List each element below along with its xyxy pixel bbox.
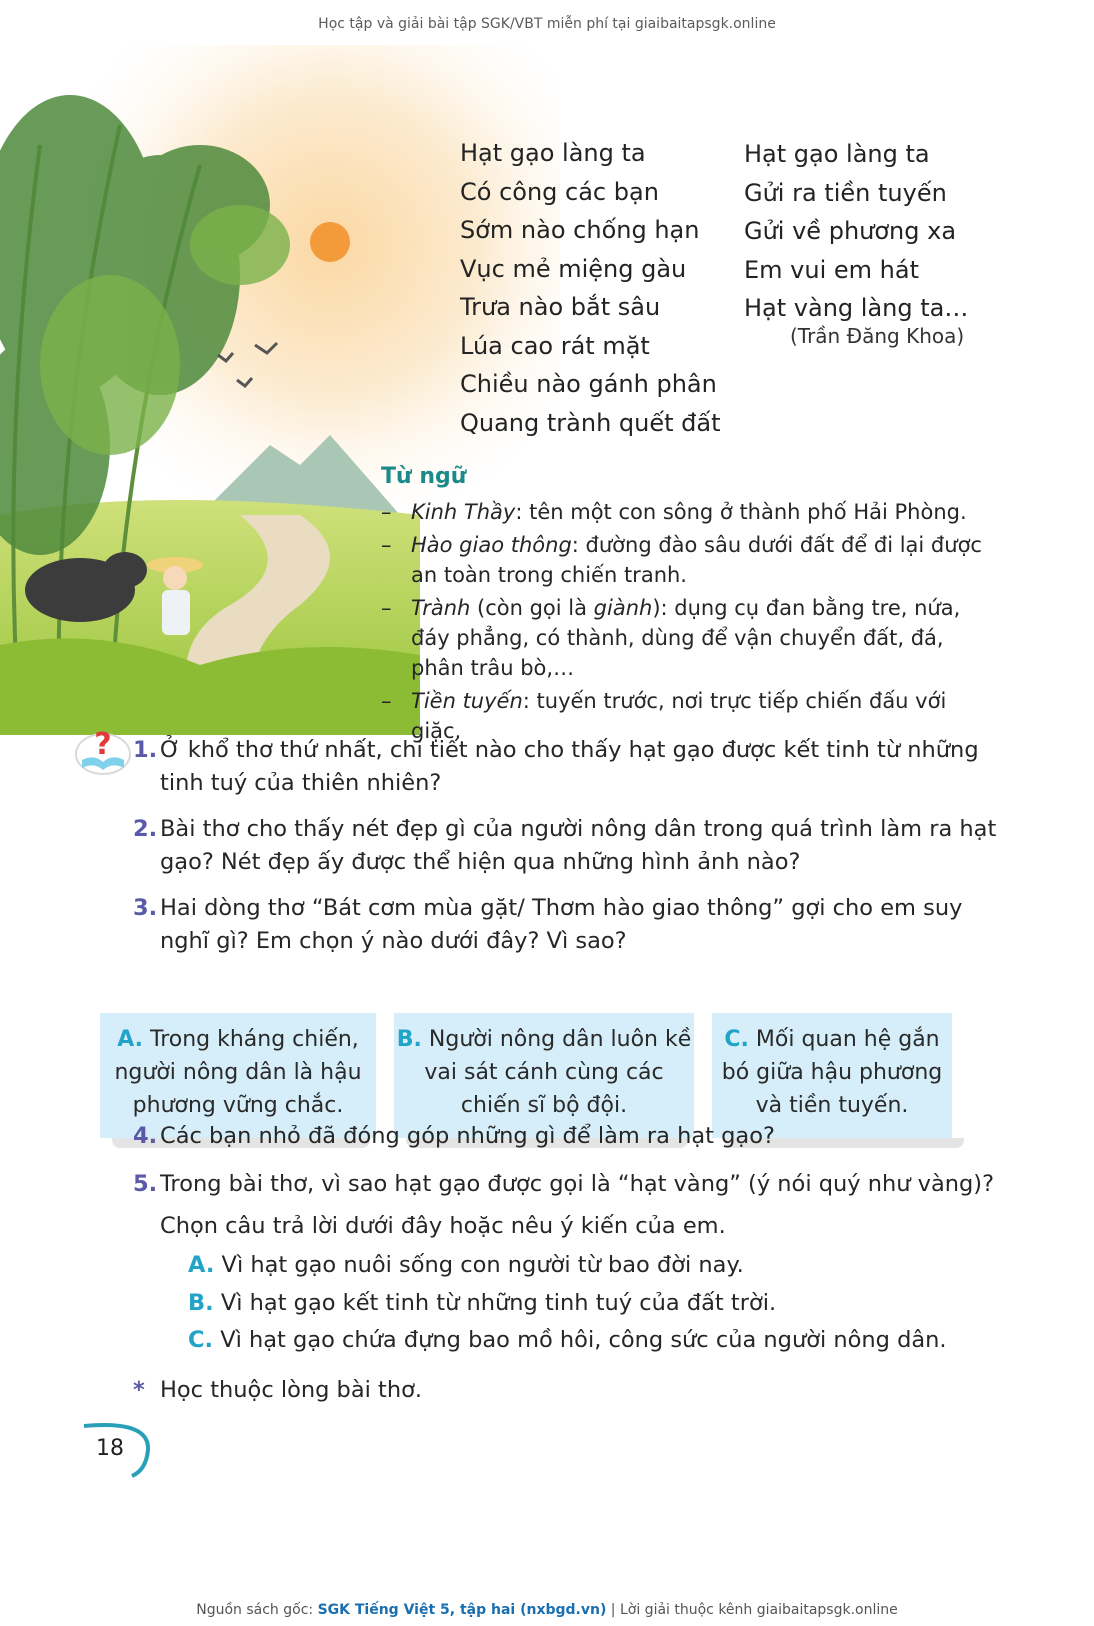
page-header: Học tập và giải bài tập SGK/VBT miễn phí tại giaibaitapsgk.online — [318, 16, 776, 32]
option-text: Vì hạt gạo kết tinh từ những tinh tuý của đất trời. — [220, 1290, 777, 1316]
child-shape — [162, 590, 190, 635]
question-book-icon — [74, 724, 132, 780]
extra-task — [133, 1374, 1005, 1407]
answer-option-a — [188, 1252, 744, 1278]
vocab-term: Kinh Thầy — [411, 500, 516, 524]
svg-text:?: ? — [94, 727, 112, 762]
vocab-term: Trành — [411, 596, 471, 620]
poem-line: Gửi ra tiền tuyến — [744, 178, 947, 207]
answer-option-b — [188, 1290, 776, 1316]
sun-shape — [310, 222, 350, 262]
answer-option-c — [188, 1327, 947, 1353]
poem-line: Hạt gạo làng ta — [744, 140, 930, 168]
option-text: Người nông dân luôn kề vai sát cánh cùng các chiến sĩ bộ đội. — [424, 1027, 692, 1118]
poem-line: Sớm nào chống hạn — [460, 216, 700, 244]
question-number: 4. — [133, 1123, 158, 1149]
question-number: 1. — [133, 737, 158, 763]
poem-line: Lúa cao rát mặt — [460, 331, 650, 360]
poem-line: Vục mẻ miệng gàu — [460, 254, 687, 283]
footer-suffix: | Lời giải thuộc kênh giaibaitapsgk.online — [606, 1602, 898, 1618]
vocab-list — [381, 497, 1001, 749]
poem-column-2 — [744, 135, 968, 328]
option-letter: C. — [188, 1327, 214, 1353]
asterisk-mark: * — [133, 1377, 145, 1403]
question-number: 3. — [133, 895, 158, 921]
page-footer — [0, 1602, 1094, 1618]
question-5-instruction: Chọn câu trả lời dưới đây hoặc nêu ý kiến của em. — [160, 1213, 726, 1239]
option-letter: A. — [188, 1252, 215, 1278]
question-3 — [133, 892, 1005, 958]
poem-line: Trưa nào bắt sâu — [460, 293, 661, 321]
option-letter: B. — [396, 1027, 422, 1052]
vocab-term-alt: giành — [593, 596, 653, 620]
option-letter: B. — [188, 1290, 214, 1316]
vocab-item: – Tiền tuyến: tuyến trước, nơi trực tiếp chiến đấu với giặc. — [381, 689, 947, 743]
vocab-term: Tiền tuyến — [411, 689, 523, 713]
question-text: Ở khổ thơ thứ nhất, chi tiết nào cho thấy hạt gạo được kết tinh từ những tinh tuý của thiên nhiên? — [160, 737, 979, 796]
poem-author: (Trần Đăng Khoa) — [790, 324, 965, 348]
question-5 — [133, 1168, 1005, 1201]
question-text: Trong bài thơ, vì sao hạt gạo được gọi là “hạt vàng” (ý nói quý như vàng)? — [160, 1171, 995, 1197]
footer-prefix: Nguồn sách gốc: — [196, 1602, 318, 1618]
vocab-def: ): dụng cụ đan bằng tre, nứa, đáy phẳng, có thành, dùng để vận chuyển đất, đá, phân trâu bò,… — [411, 596, 961, 680]
poem-line: Hạt vàng làng ta… — [744, 294, 969, 322]
page-number: 18 — [96, 1436, 124, 1461]
poem-line: Chiều nào gánh phân — [460, 370, 717, 398]
vocab-def: (còn gọi là — [470, 596, 594, 620]
vocab-title: Từ ngữ — [381, 464, 467, 489]
poem-line: Em vui em hát — [744, 255, 919, 284]
vocab-term: Hào giao thông — [411, 533, 572, 557]
option-text: Trong kháng chiến, người nông dân là hậu phương vững chắc. — [114, 1027, 362, 1118]
poem-line: Gửi về phương xa — [744, 217, 957, 245]
footer-source-link[interactable]: SGK Tiếng Việt 5, tập hai (nxbgd.vn) — [317, 1602, 607, 1618]
vocab-item: – Hào giao thông: đường đào sâu dưới đất để đi lại được an toàn trong chiến tranh. — [381, 533, 982, 587]
option-text: Vì hạt gạo nuôi sống con người từ bao đời nay. — [221, 1252, 744, 1278]
poem-line: Quang trành quết đất — [460, 408, 721, 437]
extra-task-text: Học thuộc lòng bài thơ. — [160, 1377, 423, 1403]
question-text: Các bạn nhỏ đã đóng góp những gì để làm ra hạt gạo? — [160, 1123, 775, 1149]
question-4 — [133, 1120, 1005, 1153]
vocab-def: : tên một con sông ở thành phố Hải Phòng. — [515, 500, 967, 524]
question-number: 2. — [133, 816, 158, 842]
option-letter: C. — [724, 1027, 749, 1052]
question-text: Bài thơ cho thấy nét đẹp gì của người nông dân trong quá trình làm ra hạt gạo? Nét đẹp ấy được thể hiện qua những hình ảnh nào? — [160, 816, 997, 875]
question-text: Hai dòng thơ “Bát cơm mùa gặt/ Thơm hào giao thông” gợi cho em suy nghĩ gì? Em chọn ý nào dưới đây? Vì sao? — [160, 895, 963, 954]
question-1 — [133, 734, 1005, 800]
option-text: Mối quan hệ gắn bó giữa hậu phương và tiền tuyến. — [721, 1027, 943, 1118]
vocab-def: : tuyến trước, nơi trực tiếp chiến đấu với giặc. — [411, 689, 947, 743]
vocab-def: : đường đào sâu dưới đất để đi lại được an toàn trong chiến tranh. — [411, 533, 982, 587]
question-number: 5. — [133, 1171, 158, 1197]
vocab-item: – Kinh Thầy: tên một con sông ở thành phố Hải Phòng. — [381, 500, 967, 524]
poem-column-1 — [460, 134, 721, 442]
question-2 — [133, 813, 1005, 879]
poem-line: Hạt gạo làng ta — [460, 139, 646, 167]
vocab-item: – Trành (còn gọi là giành): dụng cụ đan bằng tre, nứa, đáy phẳng, có thành, dùng để vận chuyển đất, đá, phân trâu bò,… — [381, 596, 961, 680]
poem-line: Có công các bạn — [460, 177, 659, 206]
option-text: Vì hạt gạo chứa đựng bao mồ hôi, công sức của người nông dân. — [220, 1327, 947, 1353]
option-letter: A. — [117, 1027, 143, 1052]
